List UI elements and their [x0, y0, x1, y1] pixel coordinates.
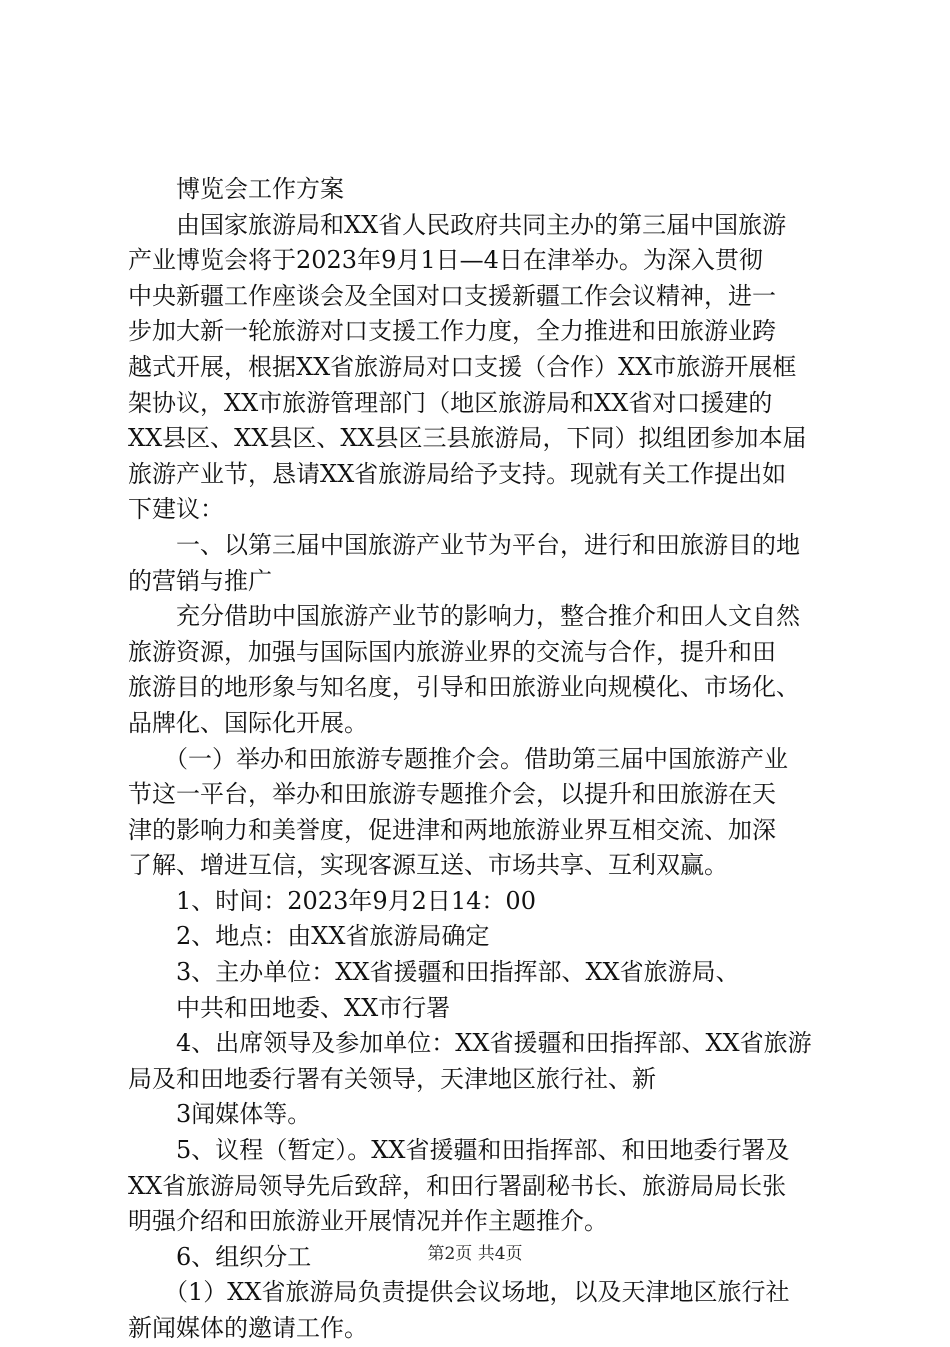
text-line: 旅游产业节，恳请XX省旅游局给予支持。现就有关工作提出如	[128, 459, 787, 488]
text-line: 产业博览会将于2023年9月1日—4日在津举办。为深入贯彻	[128, 246, 763, 275]
text-line: 津的影响力和美誉度，促进津和两地旅游业界互相交流、加深	[128, 815, 776, 844]
text-line: 由国家旅游局和XX省人民政府共同主办的第三届中国旅游	[128, 210, 787, 239]
text-line: 2、地点：由XX省旅游局确定	[128, 922, 490, 951]
text-line: 的营销与推广	[128, 566, 272, 595]
text-line: 一、以第三届中国旅游产业节为平台，进行和田旅游目的地	[128, 530, 800, 559]
text-line: 品牌化、国际化开展。	[128, 708, 368, 737]
text-line: 新闻媒体的邀请工作。	[128, 1314, 368, 1342]
text-line: 旅游目的地形象与知名度，引导和田旅游业向规模化、市场化、	[128, 673, 800, 702]
text-line: 步加大新一轮旅游对口支援工作力度，全力推进和田旅游业跨	[128, 317, 776, 346]
text-line: 3、主办单位：XX省援疆和田指挥部、XX省旅游局、	[128, 958, 740, 987]
text-line: XX省旅游局领导先后致辞，和田行署副秘书长、旅游局局长张	[128, 1171, 787, 1200]
text-line: 5、议程（暂定）。XX省援疆和田指挥部、和田地委行署及	[128, 1136, 790, 1165]
text-line: 节这一平台，举办和田旅游专题推介会，以提升和田旅游在天	[128, 780, 776, 809]
text-line: 中央新疆工作座谈会及全国对口支援新疆工作会议精神，进一	[128, 281, 776, 310]
text-line: 明强介绍和田旅游业开展情况并作主题推介。	[128, 1207, 608, 1236]
text-line: 6、组织分工	[128, 1242, 312, 1271]
text-line: 了解、增进互信，实现客源互送、市场共享、互利双赢。	[128, 851, 728, 880]
text-line: 架协议，XX市旅游管理部门（地区旅游局和XX省对口援建的	[128, 388, 773, 417]
document-body	[128, 172, 848, 1347]
text-line: 4、出席领导及参加单位：XX省援疆和田指挥部、XX省旅游	[128, 1029, 812, 1058]
text-line: 旅游资源，加强与国际国内旅游业界的交流与合作，提升和田	[128, 637, 776, 666]
page-footer	[0, 1242, 950, 1266]
text-line: 越式开展，根据XX省旅游局对口支援（合作）XX市旅游开展框	[128, 352, 797, 381]
text-line: 中共和田地委、XX市行署	[128, 993, 451, 1022]
text-line: （1）XX省旅游局负责提供会议场地，以及天津地区旅行社	[128, 1278, 790, 1307]
text-line: 充分借助中国旅游产业节的影响力，整合推介和田人文自然	[128, 602, 800, 631]
text-line: 下建议：	[128, 495, 224, 524]
text-line: 局及和田地委行署有关领导，天津地区旅行社、新	[128, 1064, 656, 1093]
page-number-label: 第2页 共4页	[427, 1244, 523, 1264]
text-line: 博览会工作方案	[128, 175, 344, 203]
text-line: XX县区、XX县区、XX县区三县旅游局，下同）拟组团参加本届	[128, 424, 807, 453]
text-line: 3闻媒体等。	[128, 1100, 312, 1129]
text-line: （一）举办和田旅游专题推介会。借助第三届中国旅游产业	[128, 744, 788, 773]
text-line: 1、时间：2023年9月2日14：00	[128, 886, 536, 915]
